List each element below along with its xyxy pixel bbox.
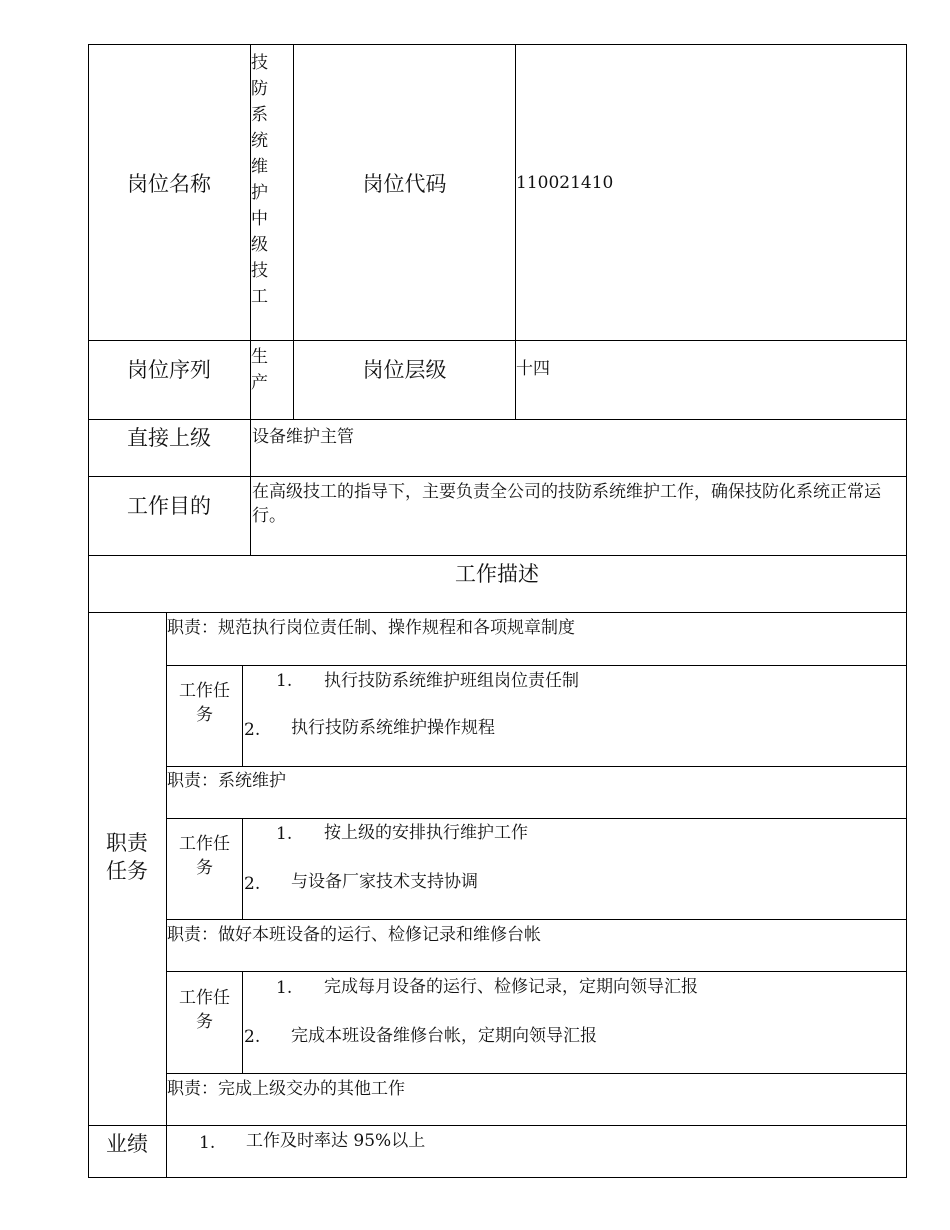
- table-border-bottom: [88, 1177, 907, 1178]
- supervisor-label: 直接上级: [127, 426, 211, 450]
- row-divider: [166, 766, 907, 767]
- task-label: 工作任 务: [179, 988, 230, 1032]
- sequence-value: 生 产: [251, 347, 268, 393]
- duty-title: 职责：完成上级交办的其他工作: [167, 1079, 405, 1099]
- level-label: 岗位层级: [362, 358, 447, 382]
- position-name-value: 技 防 系 统 维 护 中 级 技 工: [251, 53, 268, 307]
- task-number: 1.: [276, 978, 293, 998]
- task-number: 1.: [276, 671, 293, 691]
- table-border-top: [88, 44, 907, 45]
- task-number: 2.: [244, 1027, 261, 1047]
- supervisor-value: 设备维护主管: [252, 427, 354, 447]
- row-divider: [166, 818, 907, 819]
- row-divider: [88, 555, 907, 556]
- level-value: 十四: [516, 359, 550, 379]
- position-code-label: 岗位代码: [362, 172, 447, 196]
- task-number: 2.: [244, 720, 261, 740]
- position-name-label: 岗位名称: [127, 172, 211, 196]
- position-code-value: 110021410: [516, 173, 614, 193]
- col-divider: [242, 665, 243, 767]
- performance-text: 工作及时率达 95%以上: [246, 1131, 426, 1151]
- row-divider: [166, 665, 907, 666]
- description-title: 工作描述: [455, 562, 539, 586]
- task-text: 与设备厂家技术支持协调: [291, 872, 478, 892]
- row-divider: [88, 340, 907, 341]
- duty-title: 职责：规范执行岗位责任制、操作规程和各项规章制度: [167, 618, 575, 638]
- task-text: 执行技防系统维护班组岗位责任制: [324, 671, 579, 691]
- row-divider: [88, 476, 907, 477]
- task-text: 完成本班设备维修台帐，定期向领导汇报: [291, 1026, 597, 1046]
- table-border-right: [906, 44, 907, 1178]
- task-label: 工作任 务: [179, 834, 230, 878]
- task-number: 2.: [244, 874, 261, 894]
- duty-title: 职责：系统维护: [167, 771, 286, 791]
- task-text: 按上级的安排执行维护工作: [324, 823, 528, 843]
- row-divider: [166, 1073, 907, 1074]
- duty-title: 职责：做好本班设备的运行、检修记录和维修台帐: [167, 925, 541, 945]
- row-divider: [88, 1125, 907, 1126]
- performance-label: 业绩: [106, 1132, 148, 1156]
- row-divider: [88, 419, 907, 420]
- row-divider: [88, 612, 907, 613]
- task-text: 完成每月设备的运行、检修记录，定期向领导汇报: [324, 977, 698, 997]
- row-divider: [166, 971, 907, 972]
- sequence-label: 岗位序列: [127, 358, 211, 382]
- col-divider: [242, 818, 243, 920]
- row-divider: [166, 919, 907, 920]
- task-text: 执行技防系统维护操作规程: [291, 718, 495, 738]
- purpose-value: 在高级技工的指导下，主要负责全公司的技防系统维护工作，确保技防化系统正常运行。: [252, 482, 881, 526]
- purpose-label: 工作目的: [127, 494, 211, 518]
- performance-number: 1.: [199, 1133, 216, 1153]
- task-label: 工作任 务: [179, 681, 230, 725]
- task-number: 1.: [276, 824, 293, 844]
- table-border-left: [88, 44, 89, 1178]
- duties-side-label: 职责 任务: [106, 831, 148, 883]
- col-divider: [242, 971, 243, 1074]
